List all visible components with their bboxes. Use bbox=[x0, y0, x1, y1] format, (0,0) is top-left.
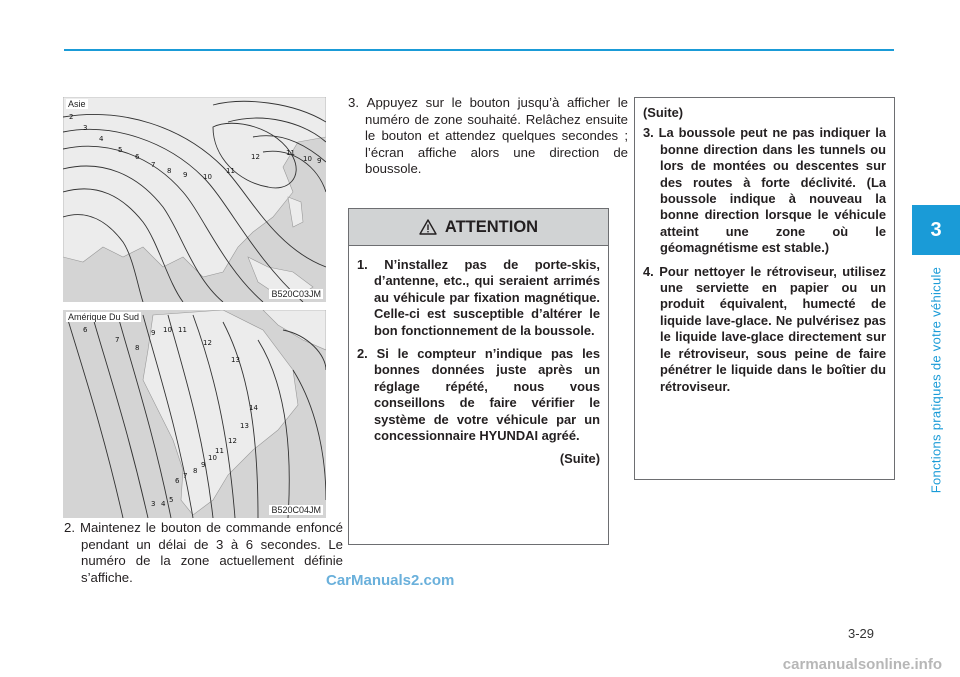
zone-label: 11 bbox=[286, 149, 295, 157]
zone-label: 8 bbox=[193, 467, 198, 475]
zone-label: 11 bbox=[178, 326, 187, 334]
attention-header bbox=[349, 209, 608, 246]
step-3 bbox=[348, 95, 628, 178]
zone-label: 10 bbox=[203, 173, 212, 181]
attention-item: 1. N’installez pas de porte-skis, d’antenne, etc., qui seraient arrimés au véhicule par fixation magnétique. Celle-ci est susceptible d’altérer le bon fonctionnement de la boussole. bbox=[357, 257, 600, 338]
zone-label: 5 bbox=[118, 146, 123, 154]
attention-box bbox=[348, 208, 609, 545]
zone-label: 8 bbox=[135, 344, 140, 352]
zone-label: 4 bbox=[161, 500, 166, 508]
zone-label: 10 bbox=[303, 155, 312, 163]
map-south-america bbox=[63, 310, 326, 518]
watermark-footer: carmanualsonline.info bbox=[782, 656, 942, 673]
continued-caution-box bbox=[634, 97, 895, 480]
zone-label: 9 bbox=[183, 171, 188, 179]
zone-label: 4 bbox=[99, 135, 104, 143]
step-text: Maintenez le bouton de commande enfoncé pendant un délai de 3 à 6 secondes. Le numéro de la zone actuellement définie s’affiche. bbox=[79, 520, 343, 585]
zone-label: 9 bbox=[201, 461, 206, 469]
zone-label: 7 bbox=[151, 161, 156, 169]
caution-item: 4. Pour nettoyer le rétroviseur, utilisez une serviette en papier ou un produit équivalent, humecté de liquide lave-glace. Ne pulvérisez pas le liquide lave-glace directement sur le rétroviseur, sous peine de faire pénétrer le liquide dans le boîtier du rétroviseur. bbox=[643, 263, 886, 394]
chapter-side-title: Fonctions pratiques de votre véhicule bbox=[928, 266, 944, 494]
map-south-america-graphic bbox=[63, 310, 326, 518]
zone-label: 6 bbox=[83, 326, 88, 334]
zone-label: 7 bbox=[183, 472, 188, 480]
caution-item: 3. La boussole peut ne pas indiquer la bonne direction dans les tunnels ou lors de montées ou descentes sur des routes à forte déclivité. (La boussole indique à nouveau la bonne direction lorsque le véhicule atteint une zone où le géomagnétisme est stable.) bbox=[643, 125, 886, 256]
zone-label: 12 bbox=[203, 339, 212, 347]
zone-label: 12 bbox=[228, 437, 237, 445]
zone-label: 6 bbox=[135, 153, 140, 161]
map-asia-graphic bbox=[63, 97, 326, 302]
map-region-label: Asie bbox=[68, 99, 86, 109]
zone-label: 12 bbox=[251, 153, 260, 161]
zone-label: 5 bbox=[169, 496, 174, 504]
zone-label: 3 bbox=[151, 500, 156, 508]
zone-label: 7 bbox=[115, 336, 120, 344]
continued-list bbox=[643, 125, 886, 395]
zone-label: 14 bbox=[249, 404, 258, 412]
zone-label: 6 bbox=[175, 477, 180, 485]
map-asia bbox=[63, 97, 326, 302]
zone-label: 13 bbox=[240, 422, 249, 430]
zone-label: 11 bbox=[215, 447, 224, 455]
zone-label: 9 bbox=[151, 329, 156, 337]
warning-icon bbox=[419, 219, 437, 235]
page-number: 3-29 bbox=[847, 626, 874, 641]
zone-label: 11 bbox=[226, 167, 235, 175]
zone-label: 10 bbox=[208, 454, 217, 462]
map-region-label: Amérique Du Sud bbox=[68, 312, 140, 322]
attention-item: 2. Si le compteur n’indique pas les bonnes données juste après un réglage répété, nous vous conseillons de faire vérifier le système de votre véhicule par un concessionnaire HYUNDAI agréé. bbox=[357, 346, 600, 444]
zone-label: 9 bbox=[317, 157, 322, 165]
attention-title: ATTENTION bbox=[444, 217, 539, 236]
step-2 bbox=[64, 520, 343, 586]
step-text: Appuyez sur le bouton jusqu’à afficher le numéro de zone souhaité. Relâchez ensuite le bouton et attendez quelques secondes ; l’écran affiche alors une direction de boussole. bbox=[365, 95, 628, 176]
zone-label: 8 bbox=[167, 167, 172, 175]
map-figure-code: B520C03JM bbox=[271, 289, 321, 299]
zone-label: 3 bbox=[83, 124, 88, 132]
attention-list bbox=[349, 246, 608, 468]
zone-label: 13 bbox=[231, 356, 240, 364]
watermark-overlay: CarManuals2.com bbox=[326, 572, 455, 589]
step-number: 3. bbox=[348, 95, 359, 110]
step-number: 2. bbox=[64, 520, 75, 535]
top-rule bbox=[64, 49, 894, 51]
continued-label: (Suite) bbox=[559, 451, 600, 467]
continued-heading: (Suite) bbox=[643, 105, 684, 120]
map-figure-code: B520C04JM bbox=[271, 505, 321, 515]
chapter-tab: 3 bbox=[912, 205, 960, 255]
zone-label: 10 bbox=[163, 326, 172, 334]
zone-label: 2 bbox=[69, 113, 74, 121]
